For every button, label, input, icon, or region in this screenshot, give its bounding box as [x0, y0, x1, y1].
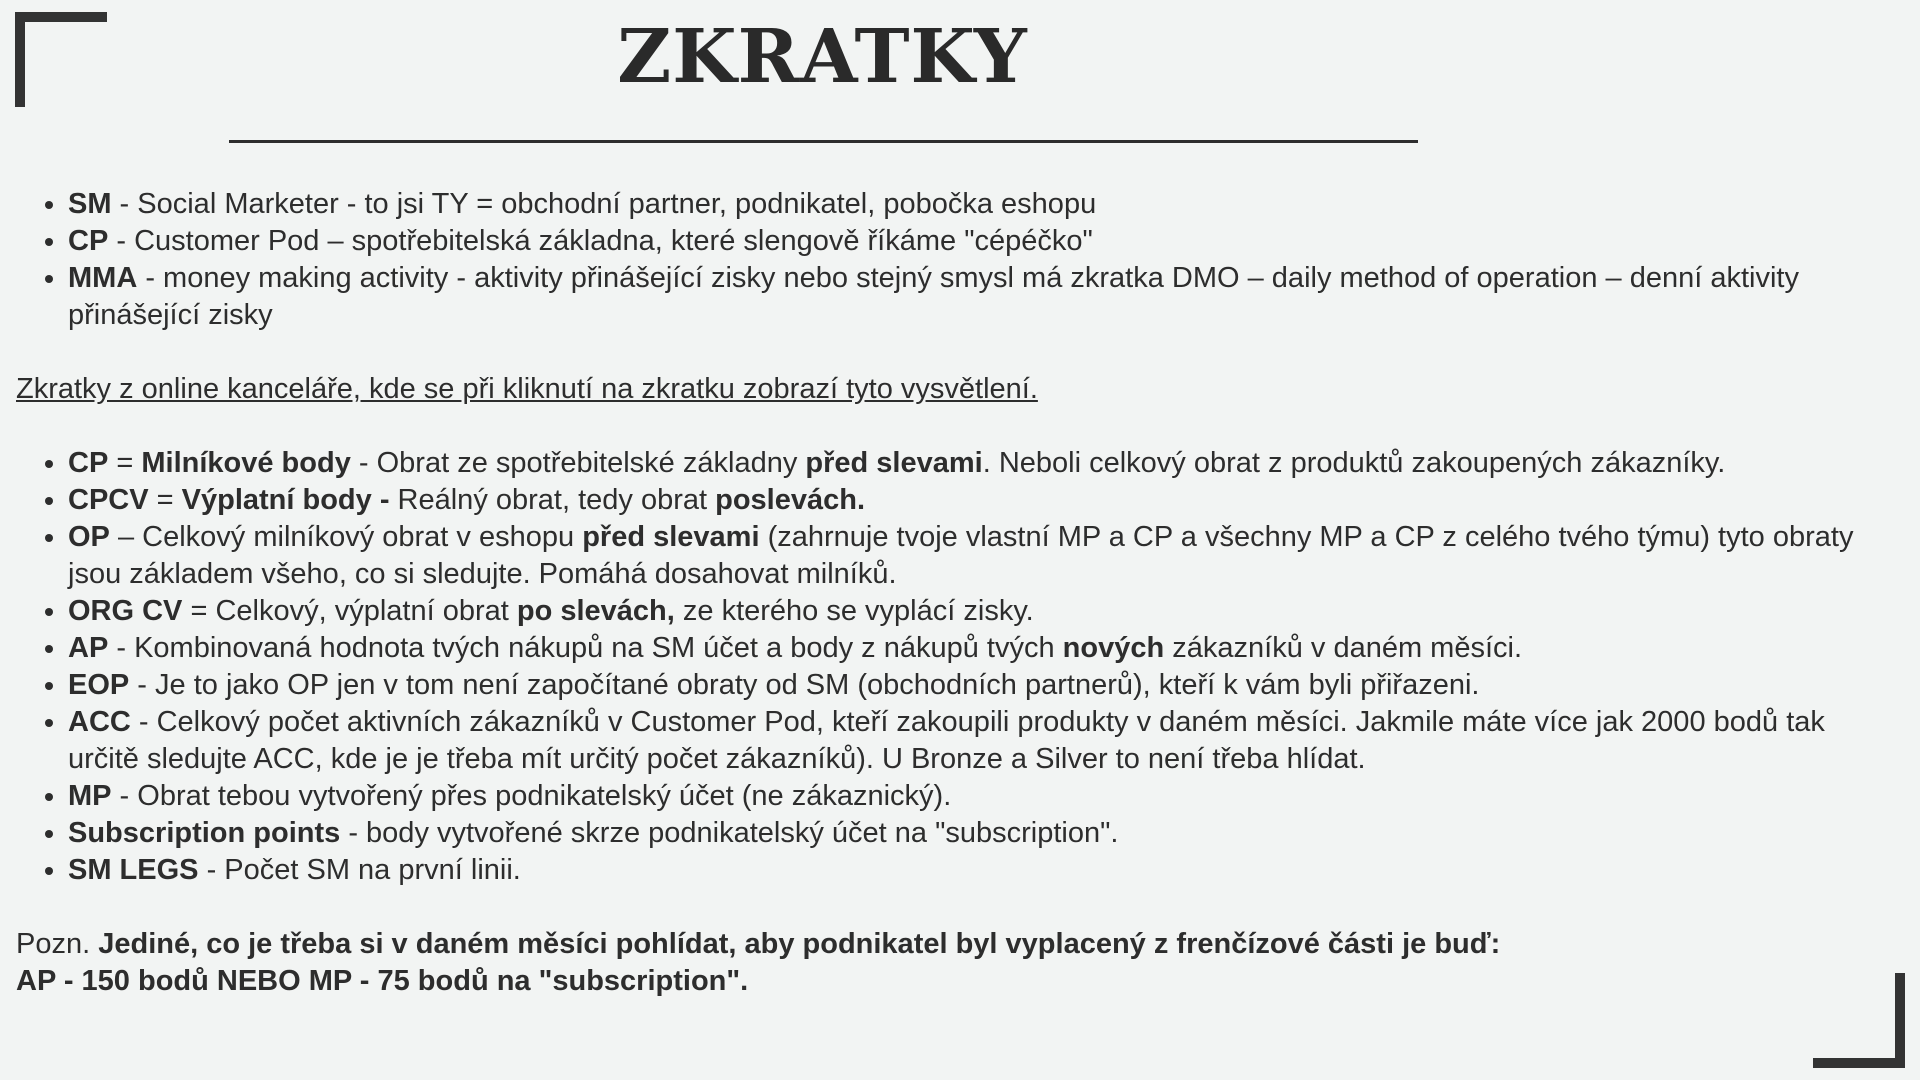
list-item	[68, 482, 1896, 519]
emphasis: před slevami	[805, 447, 983, 479]
list-item	[68, 593, 1896, 630]
definition: - Social Marketer - to jsi TY = obchodní partner, podnikatel, pobočka eshopu	[111, 188, 1097, 220]
definition: - Customer Pod – spotřebitelská základna, které slengově říkáme "cépéčko"	[108, 225, 1093, 257]
emphasis: Výplatní body -	[181, 484, 390, 516]
term: MMA	[68, 262, 138, 294]
emphasis: nových	[1062, 632, 1165, 664]
text: ze kterého se vyplácí zisky.	[674, 595, 1034, 627]
text: - Kombinovaná hodnota tvých nákupů na SM účet a body z nákupů tvých	[108, 632, 1063, 664]
emphasis: Milníkové body	[141, 447, 351, 479]
term: SM LEGS	[68, 854, 199, 886]
term: CP	[68, 225, 109, 257]
term: AP	[68, 632, 109, 664]
term: OP	[68, 521, 110, 553]
term: CP	[68, 447, 109, 479]
note-line-2: AP - 150 bodů NEBO MP - 75 bodů na "subscription".	[16, 965, 749, 997]
list-item	[68, 852, 1896, 889]
text: – Celkový milníkový obrat v eshopu	[109, 521, 583, 553]
term: CPCV	[68, 484, 149, 516]
main-content	[16, 186, 1896, 1000]
term: ORG CV	[68, 595, 183, 627]
text: zákazníků v daném měsíci.	[1164, 632, 1523, 664]
list-item	[68, 445, 1896, 482]
text: . Neboli celkový obrat z produktů zakoupených zákazníky.	[982, 447, 1726, 479]
text: - Obrat ze spotřebitelské základny	[350, 447, 806, 479]
list-item	[68, 260, 1896, 334]
term: MP	[68, 780, 112, 812]
abbreviation-list-basic	[16, 186, 1896, 334]
note-line-1: Jediné, co je třeba si v daném měsíci pohlídat, aby podnikatel byl vyplacený z frenčízové části je buď:	[98, 928, 1501, 960]
text: Reálný obrat, tedy obrat	[389, 484, 716, 516]
list-item	[68, 667, 1896, 704]
list-item	[68, 778, 1896, 815]
text: = Celkový, výplatní obrat	[182, 595, 517, 627]
list-item	[68, 815, 1896, 852]
list-item	[68, 519, 1896, 593]
text: =	[108, 447, 142, 479]
list-item	[68, 186, 1896, 223]
text: - body vytvořené skrze podnikatelský účet na "subscription".	[340, 817, 1119, 849]
text: =	[148, 484, 182, 516]
text: - Počet SM na první linii.	[198, 854, 521, 886]
term: EOP	[68, 669, 130, 701]
section-subheading: Zkratky z online kanceláře, kde se při kliknutí na zkratku zobrazí tyto vysvětlení.	[16, 373, 1038, 405]
text: - Celkový počet aktivních zákazníků v Customer Pod, kteří zakoupili produkty v daném měsíci. Jakmile máte více jak 2000 bodů tak určitě sledujte ACC, kde je je třeba mít určitý počet zákazníků). U Bronze a Silver to není třeba hlídat.	[68, 706, 1825, 775]
list-item	[68, 704, 1896, 778]
list-item	[68, 223, 1896, 260]
list-item	[68, 630, 1896, 667]
note-paragraph	[16, 926, 1896, 1000]
emphasis: poslevách.	[715, 484, 866, 516]
abbreviation-list-office	[16, 445, 1896, 889]
title-divider	[229, 140, 1418, 143]
emphasis: po slevách,	[516, 595, 675, 627]
text: - Je to jako OP jen v tom není započítané obraty od SM (obchodních partnerů), kteří k vám byli přiřazeni.	[129, 669, 1480, 701]
emphasis: před slevami	[582, 521, 760, 553]
text: (zahrnuje tvoje vlastní MP a CP a všechny MP a CP z celého tvého týmu) tyto obraty jsou základem všeho, co si sledujte. Pomáhá dosahovat milníků.	[68, 521, 1854, 590]
term: Subscription points	[68, 817, 341, 849]
term: ACC	[68, 706, 131, 738]
note-prefix: Pozn.	[16, 928, 99, 960]
page-title: ZKRATKY	[617, 14, 1028, 100]
definition: - money making activity - aktivity přinášející zisky nebo stejný smysl má zkratka DMO – daily method of operation – denní aktivity přinášející zisky	[68, 262, 1799, 331]
text: - Obrat tebou vytvořený přes podnikatelský účet (ne zákaznický).	[111, 780, 952, 812]
term: SM	[68, 188, 112, 220]
